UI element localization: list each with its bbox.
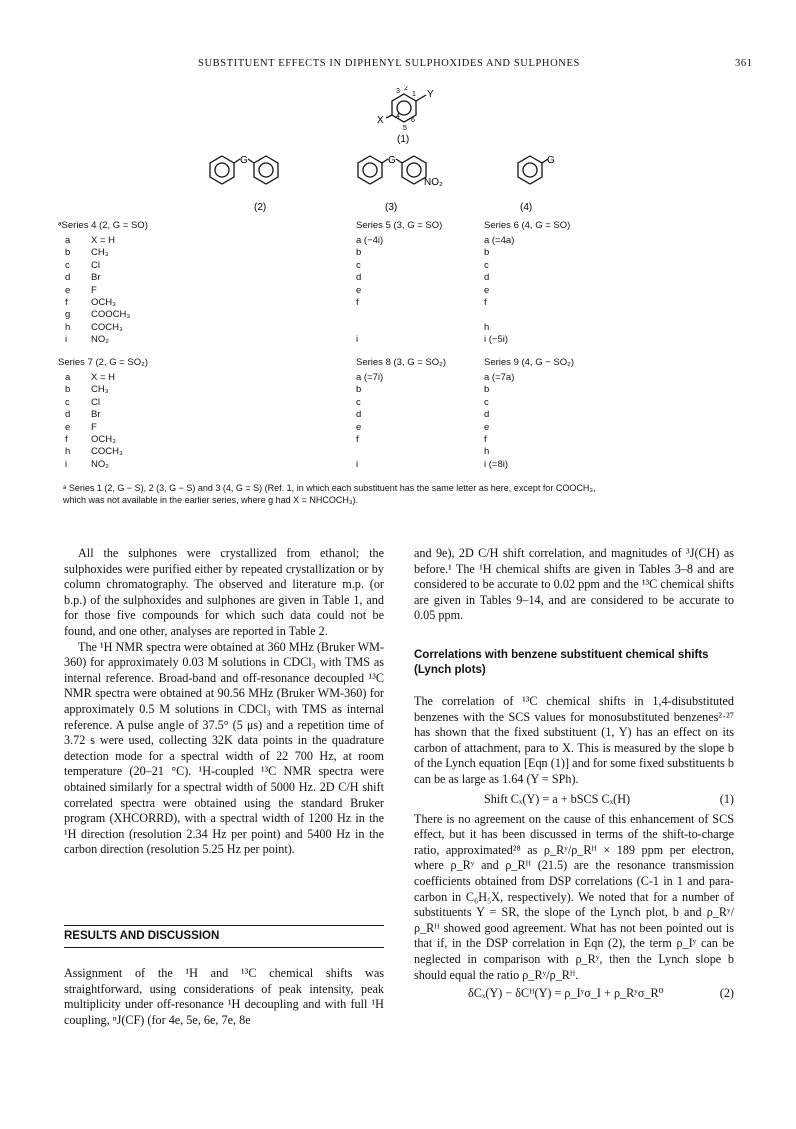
table-row-series8: b bbox=[356, 384, 362, 396]
table-row-substituent: OCH₃ bbox=[91, 434, 116, 445]
table-row-letter: f bbox=[65, 434, 68, 445]
table-row-substituent: X = H bbox=[91, 372, 116, 383]
table-row-letter: b bbox=[65, 384, 71, 396]
s1-x: X bbox=[377, 115, 384, 126]
table-row-letter: a bbox=[65, 372, 71, 383]
table-row-series9: h bbox=[484, 446, 490, 458]
s4-g: G bbox=[547, 155, 555, 166]
table-row-substituent: CH₃ bbox=[91, 384, 109, 396]
section-rule-top bbox=[64, 925, 384, 926]
footnote-line-2: which was not available in the earlier series, where g had X = NHCOCH₃). bbox=[63, 495, 359, 505]
s2-label: (2) bbox=[254, 202, 267, 213]
table-row-substituent: COCH₃ bbox=[91, 321, 123, 333]
s1-pos5: 5 bbox=[403, 125, 407, 132]
table-row-series8: e bbox=[356, 421, 362, 433]
s3-g: G bbox=[388, 155, 396, 166]
table-row-series6: b bbox=[484, 247, 490, 259]
series-header: Series 5 (3, G = SO) bbox=[356, 220, 443, 231]
table-row-substituent: NO₂ bbox=[91, 458, 109, 470]
table-row-letter: c bbox=[65, 396, 70, 408]
table-row-substituent: CH₃ bbox=[91, 247, 109, 259]
s1-pos3: 3 bbox=[396, 88, 400, 95]
correlations-heading: Correlations with benzene substituent chemical shifts (Lynch plots) bbox=[414, 649, 709, 676]
s1-pos1: 1 bbox=[412, 91, 416, 98]
right-column bbox=[414, 546, 734, 624]
equation-2 bbox=[414, 986, 734, 1002]
table-row-series5: f bbox=[356, 297, 359, 308]
table-footnote bbox=[63, 482, 743, 506]
table-row-series9: c bbox=[484, 396, 489, 408]
table-row-substituent: COOCH₃ bbox=[91, 309, 131, 321]
table-row-letter: e bbox=[65, 284, 71, 296]
series-header: Series 8 (3, G = SO₂) bbox=[356, 357, 447, 368]
table-row-series9: d bbox=[484, 409, 490, 421]
s1-pos2: 2 bbox=[404, 86, 408, 92]
series-header: Series 7 (2, G = SO₂) bbox=[58, 357, 149, 368]
table-row-series6: e bbox=[484, 284, 490, 296]
table-row-letter: i bbox=[65, 334, 68, 346]
table-row-substituent: OCH₃ bbox=[91, 297, 116, 308]
left-para-3: Assignment of the ¹H and ¹³C chemical shifts was straightforward, using considerations of peak intensity, peak multiplicity under off-resonance ¹H decoupling and with full ¹H coupling, ⁿJ(CF) (for 4e, 5e, 6e, 7e, 8e bbox=[64, 966, 384, 1027]
table-row-letter: h bbox=[65, 321, 71, 333]
table-row-series5: b bbox=[356, 247, 362, 259]
page-number: 361 bbox=[735, 58, 753, 69]
table-row-series8: f bbox=[356, 434, 359, 445]
table-row-letter: d bbox=[65, 272, 71, 284]
right-para-1: and 9e), 2D C/H shift correlation, and magnitudes of ³J(CH) as before.¹ The ¹H chemical shifts are given in Tables 3–8 and are considered to be accurate to 0.02 ppm and the ¹³C chemical shifts are given in Tables 9–14, and are considered to be accurate to 0.05 ppm. bbox=[414, 546, 734, 623]
series-header: Series 6 (4, G = SO) bbox=[484, 220, 571, 231]
equation-2-number: (2) bbox=[719, 986, 734, 1001]
left-para-1: All the sulphones were crystallized from ethanol; the sulphoxides were purified either by repeated crystallization or by column chromatography. The observed and literature m.p. (or b.p.) of the sulphoxides and sulphones are given in Table 1, and for those five compounds for which such data could not be found, and one other, analyses are reported in Table 2. bbox=[64, 546, 384, 638]
table-row-substituent: NO₂ bbox=[91, 334, 109, 346]
series-header: Series 9 (4, G − SO₂) bbox=[484, 357, 575, 368]
series-table bbox=[0, 0, 796, 480]
table-row-series5: e bbox=[356, 284, 362, 296]
results-heading: RESULTS AND DISCUSSION bbox=[64, 930, 220, 942]
table-row-series8: a (=7i) bbox=[356, 372, 384, 383]
equation-2-text: δCₓ(Y) − δCᴴ(Y) = ρ_Iʸσ_I + ρ_Rʸσ_R⁰ bbox=[468, 986, 664, 1001]
table-row-letter: g bbox=[65, 309, 71, 321]
table-row-substituent: Cl bbox=[91, 259, 100, 271]
s3-no2: NO₂ bbox=[424, 177, 443, 188]
equation-1-text: Shift Cₓ(Y) = a + bSCS Cₓ(H) bbox=[484, 791, 631, 806]
table-row-series6: a (=4a) bbox=[484, 235, 515, 246]
right-column-lynch bbox=[414, 694, 734, 1002]
table-row-substituent: F bbox=[91, 421, 97, 433]
s1-pos4: 4 bbox=[396, 113, 400, 120]
table-row-series6: h bbox=[484, 321, 490, 333]
table-row-letter: a bbox=[65, 235, 71, 246]
table-row-letter: f bbox=[65, 297, 68, 308]
table-row-substituent: COCH₃ bbox=[91, 446, 123, 458]
table-row-substituent: Cl bbox=[91, 396, 100, 408]
table-row-letter: h bbox=[65, 446, 71, 458]
right-para-2: The correlation of ¹³C chemical shifts in 1,4-disubstituted benzenes with the SCS values for monosubstituted benzenes²·²⁷ has shown that the fixed substituent (1, Y) has an effect on its carbon of attachment, para to X. This is measured by the slope b of the Lynch equation [Eqn (1)] and for some fixed substituents b can be as large as 1.64 (Y = SPh). bbox=[414, 694, 734, 786]
table-row-series5: i bbox=[356, 334, 359, 346]
s4-label: (4) bbox=[520, 202, 533, 213]
table-row-series6: i (−5i) bbox=[484, 334, 509, 346]
table-row-substituent: Br bbox=[91, 409, 101, 421]
left-column-results bbox=[64, 966, 384, 1028]
table-row-series8: i bbox=[356, 458, 359, 470]
s2-g: G bbox=[240, 155, 248, 166]
left-para-2: The ¹H NMR spectra were obtained at 360 MHz (Bruker WM-360) for approximately 0.03 M solutions in CDCl₃ with TMS as internal reference. Broad-band and off-resonance decoupled ¹³C NMR spectra were obtained at 90.56 MHz (Bruker WM-360) for approximately 0.5 M solutions in CDCl₃ with TMS as internal reference. A pulse angle of 37.5° (5 μs) and a repetition time of 3.72 s were used, collecting 32K data points in the quadrature detection mode for a spectral width of 22 700 Hz, at room temperature (20–21 °C). ¹H-coupled ¹³C NMR spectra were obtained similarly for a spectral width of 5000 Hz. 2D C/H shift correlated spectra were obtained using the standard Bruker program (XHCORRD), with a spectral width of 1200 Hz in the ¹H direction (resolution 2.34 Hz per point) and 5400 Hz in the carbon direction (resolution 5.25 Hz per point). bbox=[64, 639, 384, 857]
table-row-series6: f bbox=[484, 297, 487, 308]
right-para-3: There is no agreement on the cause of this enhancement of SCS effect, but it has been discussed in terms of the shift-to-charge ratio, approximated²⁸ as ρ_Rʸ/ρ_Rᴴ × 189 ppm per electron, where ρ_Rʸ and ρ_Rᴴ (21.5) are the resonance transmission coefficients obtained from DSP correlations (C-1 in 1 and para-carbon in C₆H₅X, respectively). We noted that for a number of substituents Y = SR, the slope of the Lynch plot, b and ρ_Rʸ/ρ_Rᴴ showed good agreement. What has not been pointed out is that if, in the DSP correlation in Eqn (2), the term ρ_Iʸ can be neglected in comparison with ρ_Rʸ, then the Lynch slope b should equal the ratio ρ_Rʸ/ρ_Rᴴ. bbox=[414, 811, 734, 982]
s1-pos6: 6 bbox=[411, 117, 415, 124]
table-row-series5: c bbox=[356, 259, 361, 271]
table-row-letter: b bbox=[65, 247, 71, 259]
left-column bbox=[64, 546, 384, 858]
table-row-series9: i (=8i) bbox=[484, 458, 509, 470]
table-row-series8: d bbox=[356, 409, 362, 421]
table-row-series5: d bbox=[356, 272, 362, 284]
table-row-letter: i bbox=[65, 458, 68, 470]
table-row-letter: d bbox=[65, 409, 71, 421]
running-title: SUBSTITUENT EFFECTS IN DIPHENYL SULPHOXIDES AND SULPHONES bbox=[198, 58, 580, 69]
table-row-series5: a (−4i) bbox=[356, 235, 384, 246]
table-row-series9: b bbox=[484, 384, 490, 396]
table-row-letter: e bbox=[65, 421, 71, 433]
table-row-substituent: X = H bbox=[91, 235, 116, 246]
table-row-series8: c bbox=[356, 396, 361, 408]
table-row-series6: d bbox=[484, 272, 490, 284]
table-row-series9: f bbox=[484, 434, 487, 445]
equation-1 bbox=[414, 792, 734, 808]
s1-y: Y bbox=[427, 89, 434, 100]
table-row-series9: a (=7a) bbox=[484, 372, 515, 383]
section-rule-bottom bbox=[64, 947, 384, 948]
table-row-substituent: F bbox=[91, 284, 97, 296]
footnote-line-1: ᵃ Series 1 (2, G − S), 2 (3, G − S) and 3 (4, G = S) (Ref. 1, in which each substituent has the same letter as here, except for COOCH₃, bbox=[63, 483, 596, 493]
equation-1-number: (1) bbox=[719, 791, 734, 806]
s1-label: (1) bbox=[397, 134, 410, 145]
s3-label: (3) bbox=[385, 202, 398, 213]
table-row-letter: c bbox=[65, 259, 70, 271]
table-row-substituent: Br bbox=[91, 272, 101, 284]
table-row-series6: c bbox=[484, 259, 489, 271]
table-row-series9: e bbox=[484, 421, 490, 433]
series-header: ᵃSeries 4 (2, G = SO) bbox=[58, 220, 148, 231]
